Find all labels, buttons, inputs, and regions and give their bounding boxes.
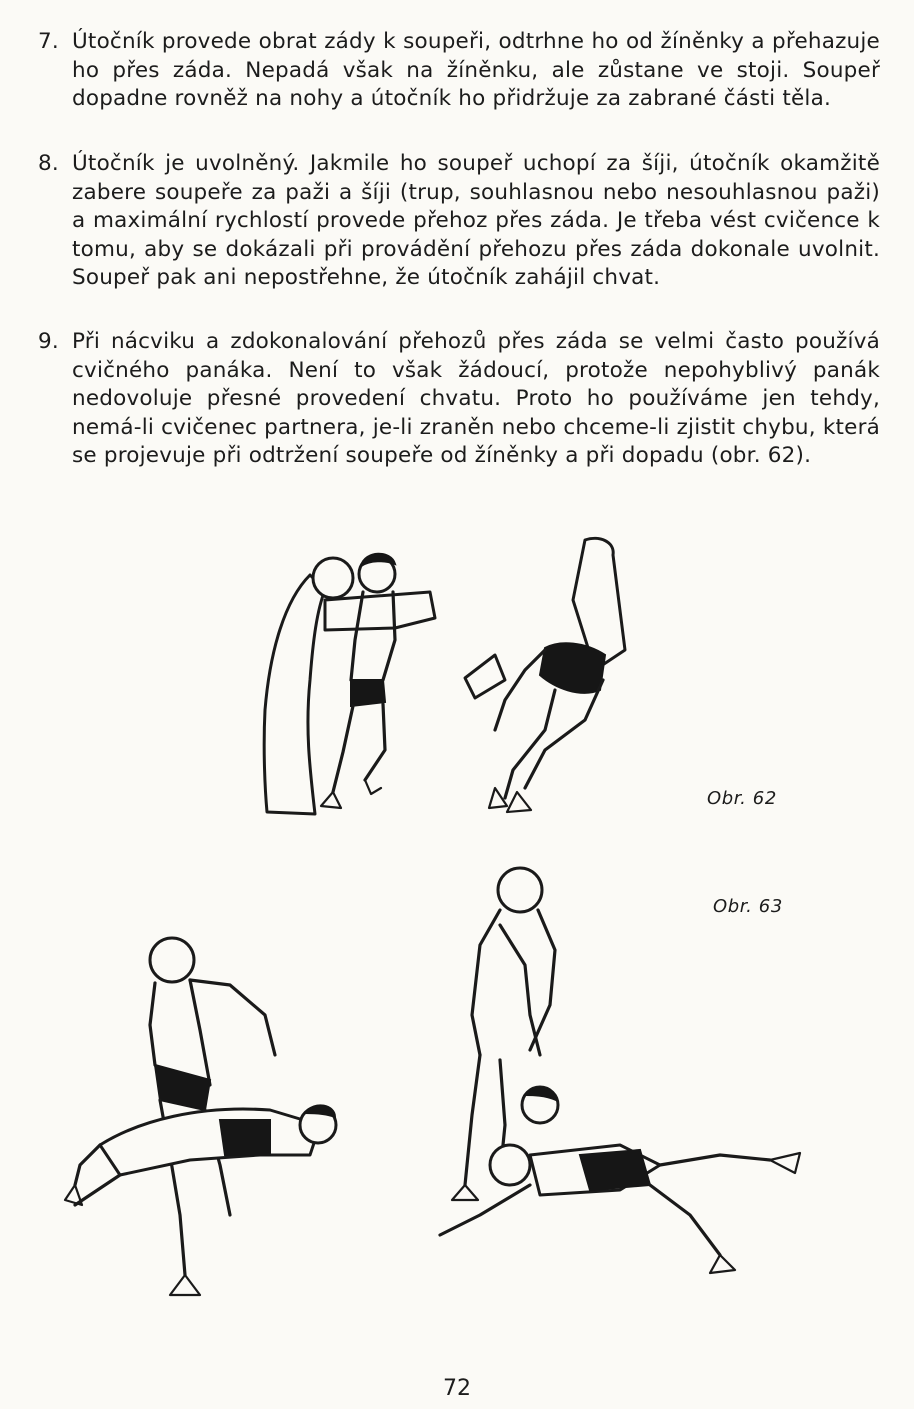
- throw-over-back-scene: [65, 938, 336, 1295]
- figure-62-caption: Obr. 62: [707, 788, 777, 809]
- figure-63-caption: Obr. 63: [713, 896, 783, 917]
- page-number: 72: [443, 1376, 471, 1401]
- dummy-throw-scene: [465, 538, 625, 812]
- figure-63-illustration: [60, 855, 820, 1325]
- list-item-8: [38, 150, 880, 293]
- leg-pull-scene: [440, 868, 800, 1273]
- list-item-9: [38, 328, 880, 471]
- item-text: Útočník je uvolněný. Jakmile ho soupeř uchopí za šíji, útočník okamžitě zabere soupeře za paži a šíji (trup, souhlasnou nebo nesouhlasnou paži) a maximální rychlostí provede přehoz přes záda. Je třeba vést cvičence k tomu, aby se dokázali při provádění přehozu přes záda dokonale uvolnit. Soupeř pak ani nepostřehne, že útočník zahájil chvat.: [72, 151, 880, 291]
- item-number: 8.: [38, 151, 59, 176]
- figure-62-illustration: [255, 530, 655, 820]
- item-number: 7.: [38, 29, 59, 54]
- item-text: Útočník provede obrat zády k soupeři, odtrhne ho od žíněnky a přehazuje ho přes záda. Nepadá však na žíněnku, ale zůstane ve stoji. Soupeř dopadne rovněž na nohy a útočník ho přidržuje za zabrané části těla.: [72, 29, 880, 112]
- item-number: 9.: [38, 329, 59, 354]
- list-item-7: [38, 28, 880, 114]
- dummy-lift-scene: [264, 554, 435, 814]
- item-text: Při nácviku a zdokonalování přehozů přes záda se velmi často používá cvičného panáka. Není to však žádoucí, protože nepohyblivý panák nedovoluje přesné provedení chvatu. Proto ho používáme jen tehdy, nemá-li cvičenec partnera, je-li zraněn nebo chceme-li zjistit chybu, která se projevuje při odtržení soupeře od žíněnky a při dopadu (obr. 62).: [72, 329, 880, 469]
